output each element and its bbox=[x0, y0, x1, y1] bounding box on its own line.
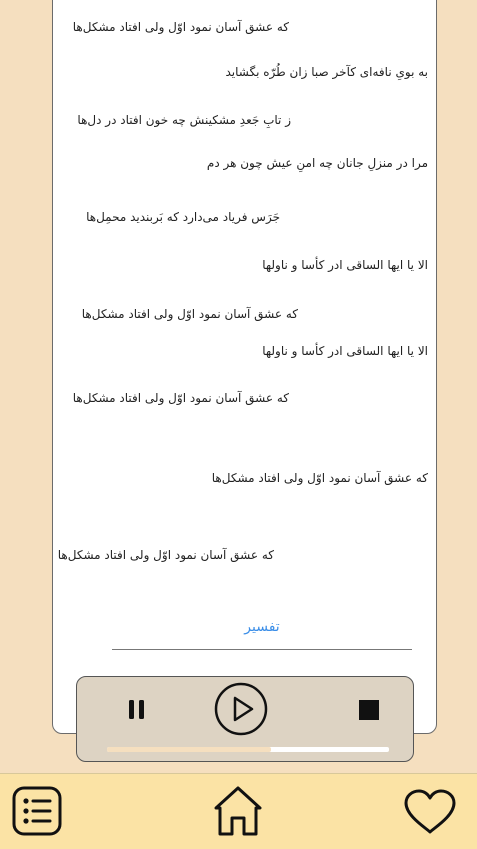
verse-line: مرا در منزلِ جانان چه امنِ عیش چون هر دم bbox=[206, 156, 428, 170]
home-button[interactable] bbox=[212, 784, 264, 838]
pause-button[interactable] bbox=[127, 699, 147, 721]
verse-line: الا یا ایها الساقی ادر کأسا و ناولها bbox=[262, 344, 428, 358]
home-icon bbox=[212, 784, 264, 838]
verse-line: ز تابِ جَعدِ مشکینش چه خون افتاد در دل‌ها bbox=[77, 113, 291, 127]
pause-icon bbox=[127, 699, 147, 721]
verse-line: به بویِ نافه‌ای کآخر صبا زان طُرّه بگشاید bbox=[225, 65, 428, 79]
stop-icon bbox=[359, 700, 379, 720]
list-icon bbox=[12, 786, 62, 836]
list-button[interactable] bbox=[12, 786, 62, 836]
stop-button[interactable] bbox=[359, 700, 379, 720]
progress-bar[interactable] bbox=[107, 747, 389, 752]
play-button[interactable] bbox=[214, 682, 268, 736]
verse-line: که عشق آسان نمود اوّل ولی افتاد مشکل‌ها bbox=[211, 471, 428, 485]
tafsir-link[interactable]: تفسیر bbox=[244, 619, 280, 635]
play-icon bbox=[214, 682, 268, 736]
divider bbox=[112, 649, 412, 650]
verse-line: جَرَس فریاد می‌دارد که بَربندید محمِل‌ها bbox=[86, 210, 280, 224]
verse-line: که عشق آسان نمود اوّل ولی افتاد مشکل‌ها bbox=[57, 548, 274, 562]
verse-line: که عشق آسان نمود اوّل ولی افتاد مشکل‌ها bbox=[81, 307, 298, 321]
audio-player bbox=[76, 676, 414, 762]
bottom-nav-bar bbox=[0, 773, 477, 849]
favorite-button[interactable] bbox=[402, 788, 458, 836]
progress-fill bbox=[107, 747, 271, 752]
verse-line: الا یا ایها الساقی ادر کأسا و ناولها bbox=[262, 258, 428, 272]
heart-icon bbox=[402, 788, 458, 836]
verse-line: که عشق آسان نمود اوّل ولی افتاد مشکل‌ها bbox=[72, 20, 289, 34]
verse-line: که عشق آسان نمود اوّل ولی افتاد مشکل‌ها bbox=[72, 391, 289, 405]
